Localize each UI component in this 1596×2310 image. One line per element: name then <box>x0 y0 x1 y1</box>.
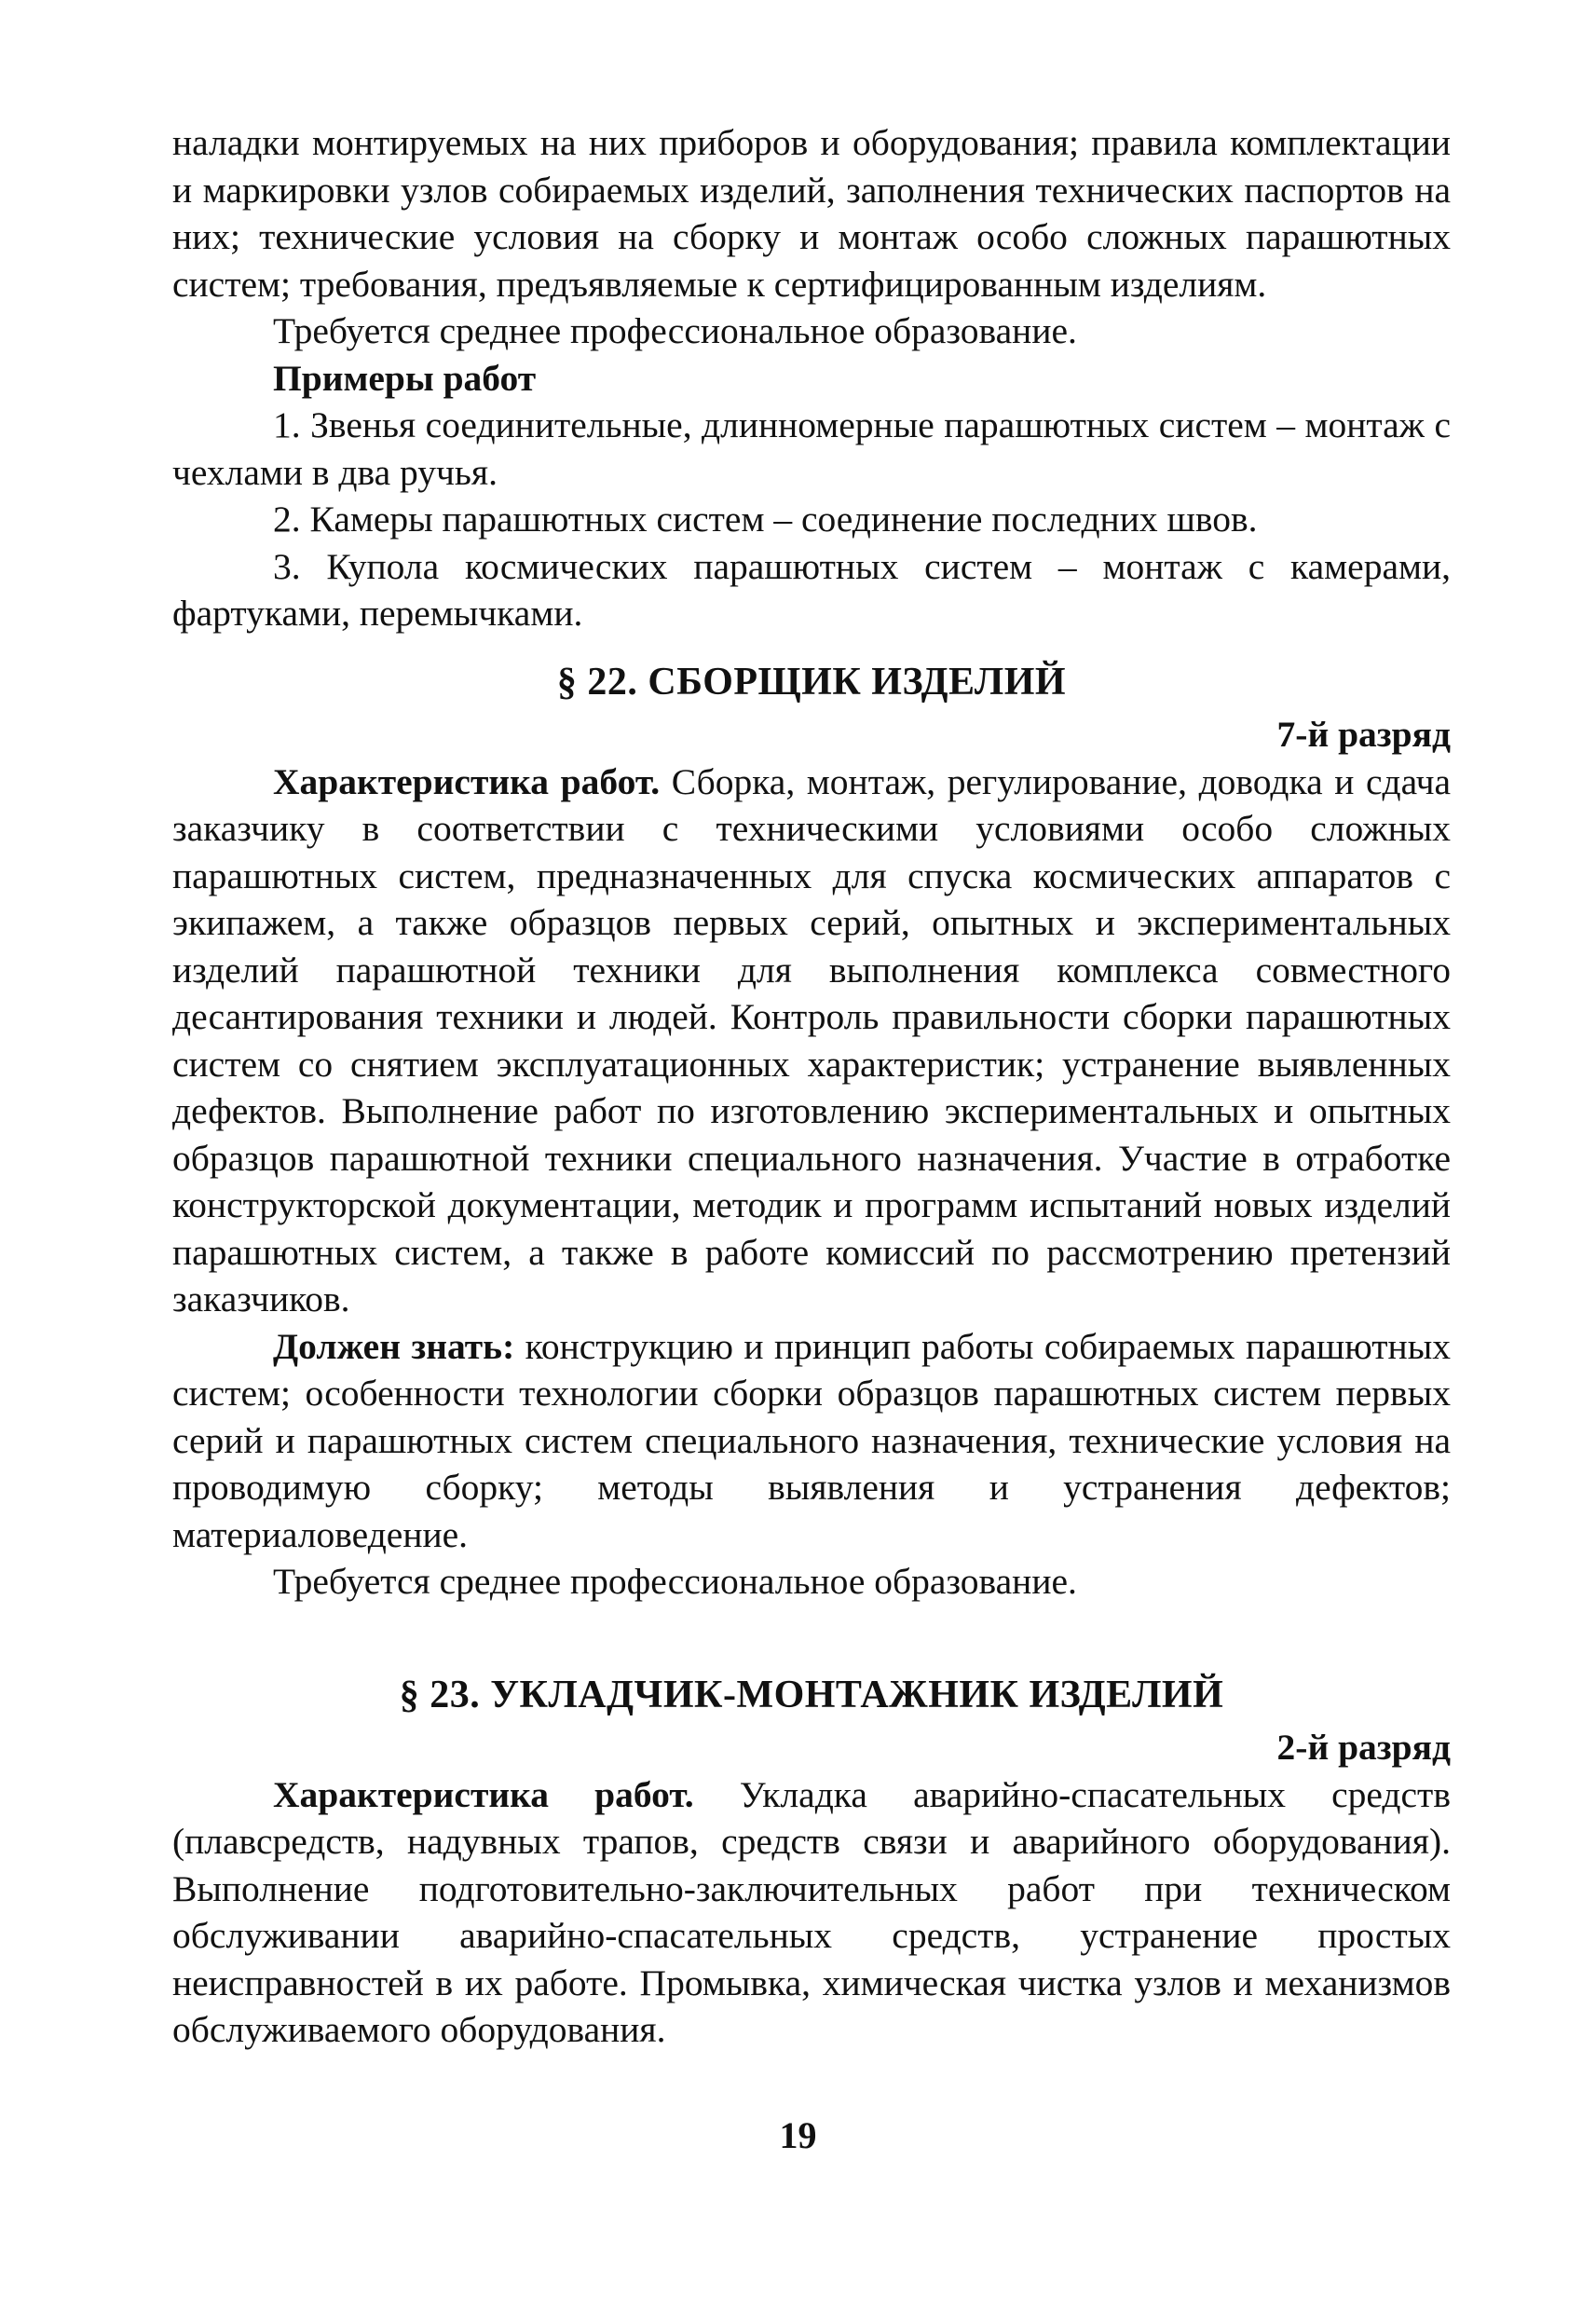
page-number: 19 <box>779 2114 817 2156</box>
example-item: 1. Звенья соединительные, длинномерные парашютных систем – монтаж с чехлами в два ручья. <box>172 404 1451 493</box>
section-22-grade: 7-й разряд <box>1276 713 1451 755</box>
characteristics-text: Укладка аварийно-спасательных средств (плавсредств, надувных трапов, средств связи и аварийного оборудования). Выполнение подготовительно-заключительных работ при техническом обслуживании аварийно-спасательных средств, устранение простых неисправностей в их работе. Промывка, химическая чистка узлов и механизмов обслуживаемого оборудования. <box>172 1773 1451 2050</box>
example-item: 3. Купола космических парашютных систем – монтаж с камерами, фартуками, перемычками. <box>172 545 1451 634</box>
examples-heading: Примеры работ <box>273 357 537 399</box>
characteristics-label: Характеристика работ. <box>273 1773 694 1815</box>
section-23-title: § 23. УКЛАДЧИК-МОНТАЖНИК ИЗДЕЛИЙ <box>399 1673 1224 1716</box>
section-22-characteristics <box>172 759 1451 1323</box>
intro-education: Требуется среднее профессиональное образование. <box>273 310 1077 351</box>
section-22-title: § 22. СБОРЩИК ИЗДЕЛИЙ <box>556 660 1067 704</box>
characteristics-text: Сборка, монтаж, регулирование, доводка и сдача заказчику в соответствии с техническими условиями особо сложных парашютных систем, предназначенных для спуска космических аппаратов с экипажем, а также образцов первых серий, опытных и экспериментальных изделий парашютной техники для выполнения комплекса совместного десантирования техники и людей. Контроль правильности сборки парашютных систем со снятием эксплуатационных характеристик; устранение выявленных дефектов. Выполнение работ по изготовлению экспериментальных и опытных образцов парашютной техники специального назначения. Участие в отработке конструкторской документации, методик и программ испытаний новых изделий парашютных систем, а также в работе комиссий по рассмотрению претензий заказчиков. <box>172 760 1452 1319</box>
section-23-grade: 2-й разряд <box>1276 1726 1451 1768</box>
knowledge-label: Должен знать: <box>273 1325 515 1367</box>
document-page <box>172 119 1451 2054</box>
characteristics-label: Характеристика работ. <box>273 760 661 802</box>
knowledge-text: конструкцию и принцип работы собираемых парашютных систем; особенности технологии сборки образцов парашютных систем первых серий и парашютных систем специального назначения, технические условия на проводимую сборку; методы выявления и устранения дефектов; материаловедение. <box>172 1325 1451 1555</box>
intro-continuation: наладки монтируемых на них приборов и оборудования; правила комплектации и маркировки узлов собираемых изделий, заполнения технических паспортов на них; технические условия на сборку и монтаж особо сложных парашютных систем; требования, предъявляемые к сертифицированным изделиям. <box>172 122 1451 305</box>
section-22-knowledge <box>172 1323 1451 1559</box>
section-23-characteristics <box>172 1771 1451 2054</box>
example-item: 2. Камеры парашютных систем – соединение последних швов. <box>273 499 1258 540</box>
section-22-education: Требуется среднее профессиональное образование. <box>273 1561 1077 1602</box>
